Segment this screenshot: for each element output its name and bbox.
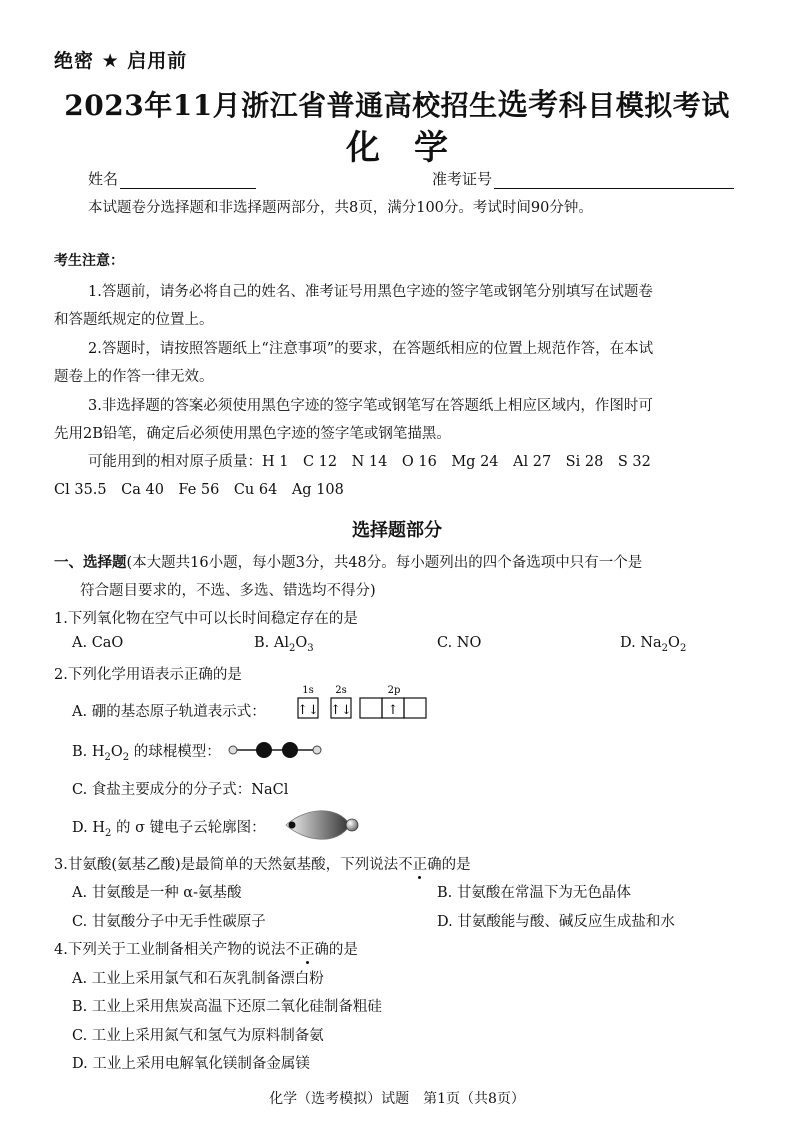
exam-title: 2023年11月浙江省普通高校招生选考科目模拟考试 [64,88,730,123]
part-description: 符合题目要求的，不选、多选、错选均不得分) [80,583,376,599]
exam-intro: 本试题卷分选择题和非选择题两部分，共8页，满分100分。考试时间90分钟。 [88,200,593,216]
electron-pair-arrows: ↑↓ [330,703,352,718]
atomic-masses: Cl 35.5 Ca 40 Fe 56 Cu 64 Ag 108 [54,482,344,498]
name-field: 姓名 [88,168,256,189]
q2-option-d[interactable]: D. $H_2$ 的 σ 键电子云轮廓图： [72,820,266,839]
notice-item: 2.答题时，请按照答题纸上“注意事项”的要求，在答题纸相应的位置上规范作答，在本试 [88,341,654,357]
orbital-label-2p: 2p [387,685,401,696]
confidential-label: 绝密 ★ 启用前 [54,50,188,72]
notice-item: 先用2B铅笔，确定后必须使用黑色字迹的签字笔或钢笔描黑。 [54,426,451,442]
q1-option-b[interactable]: B. $Al_2O_3$ [254,635,314,654]
name-blank[interactable] [120,170,256,189]
orbital-box [360,698,382,718]
q3-option-c[interactable]: C. 甘氨酸分子中无手性碳原子 [72,914,266,930]
question-4-stem: 4.下列关于工业制备相关产物的说法不正确的是 [54,942,358,958]
notice-item: 3.非选择题的答案必须使用黑色字迹的签字笔或钢笔写在答题纸上相应区域内，作图时可 [88,398,653,414]
q3-option-b[interactable]: B. 甘氨酸在常温下为无色晶体 [437,885,631,901]
subject-title: 化 学 [346,128,448,168]
nucleus-dot [289,822,296,829]
notice-item: 题卷上的作答一律无效。 [54,369,214,385]
q4-option-c[interactable]: C. 工业上采用氮气和氢气为原料制备氨 [72,1028,324,1044]
orbital-label-2s: 2s [335,685,347,696]
hydrogen-atom [313,746,321,754]
ball-stick-model [226,738,326,762]
q1-option-a[interactable]: A. CaO [72,635,124,651]
q2-option-b[interactable]: B. $H_2O_2$ 的球棍模型： [72,744,221,763]
part-heading: 一、选择题(本大题共16小题，每小题3分，共48分。每小题列出的四个备选项中只有一个是 [54,555,643,571]
q1-option-c[interactable]: C. NO [437,635,482,651]
hydrogen-atom [229,746,237,754]
electron-cloud [286,811,350,840]
orbital-box [404,698,426,718]
question-1-stem: 1.下列氧化物在空气中可以长时间稳定存在的是 [54,611,358,627]
page-footer: 化学（选考模拟）试题 第1页（共8页） [269,1091,525,1107]
q2-option-c[interactable]: C. 食盐主要成分的分子式：NaCl [72,782,289,798]
emphasis-not-correct: 不正确 [398,857,442,873]
q1-option-d[interactable]: D. $Na_2O_2$ [620,635,687,654]
q4-option-d[interactable]: D. 工业上采用电解氧化镁制备金属镁 [72,1056,310,1072]
oxygen-atom [256,742,272,758]
q4-option-b[interactable]: B. 工业上采用焦炭高温下还原二氧化硅制备粗硅 [72,999,382,1015]
notice-item: 和答题纸规定的位置上。 [54,312,214,328]
id-field: 准考证号 [432,168,734,189]
notice-heading: 考生注意： [54,253,124,269]
atom-ball [346,819,358,831]
emphasis-not-correct: 不正确 [285,942,329,958]
orbital-label-1s: 1s [302,685,314,696]
question-3-stem: 3.甘氨酸(氨基乙酸)是最简单的天然氨基酸，下列说法不正确的是 [54,857,471,873]
notice-item: 1.答题前，请务必将自己的姓名、准考证号用黑色字迹的签字笔或钢笔分别填写在试题卷 [88,284,653,300]
electron-pair-arrows: ↑↓ [297,703,319,718]
id-blank[interactable] [494,170,734,189]
electron-arrow: ↑ [387,703,399,718]
question-2-stem: 2.下列化学用语表示正确的是 [54,667,242,683]
oxygen-atom [282,742,298,758]
q4-option-a[interactable]: A. 工业上采用氯气和石灰乳制备漂白粉 [72,971,324,987]
atomic-masses: 可能用到的相对原子质量：H 1 C 12 N 14 O 16 Mg 24 Al 27 Si 28 S 32 [88,454,651,470]
q2-option-a[interactable]: A. 硼的基态原子轨道表示式： [72,704,266,720]
sigma-bond-cloud [278,803,362,847]
q3-option-a[interactable]: A. 甘氨酸是一种 α-氨基酸 [72,885,242,901]
orbital-diagram [296,684,432,724]
q3-option-d[interactable]: D. 甘氨酸能与酸、碱反应生成盐和水 [437,914,675,930]
section-title: 选择题部分 [352,520,442,541]
